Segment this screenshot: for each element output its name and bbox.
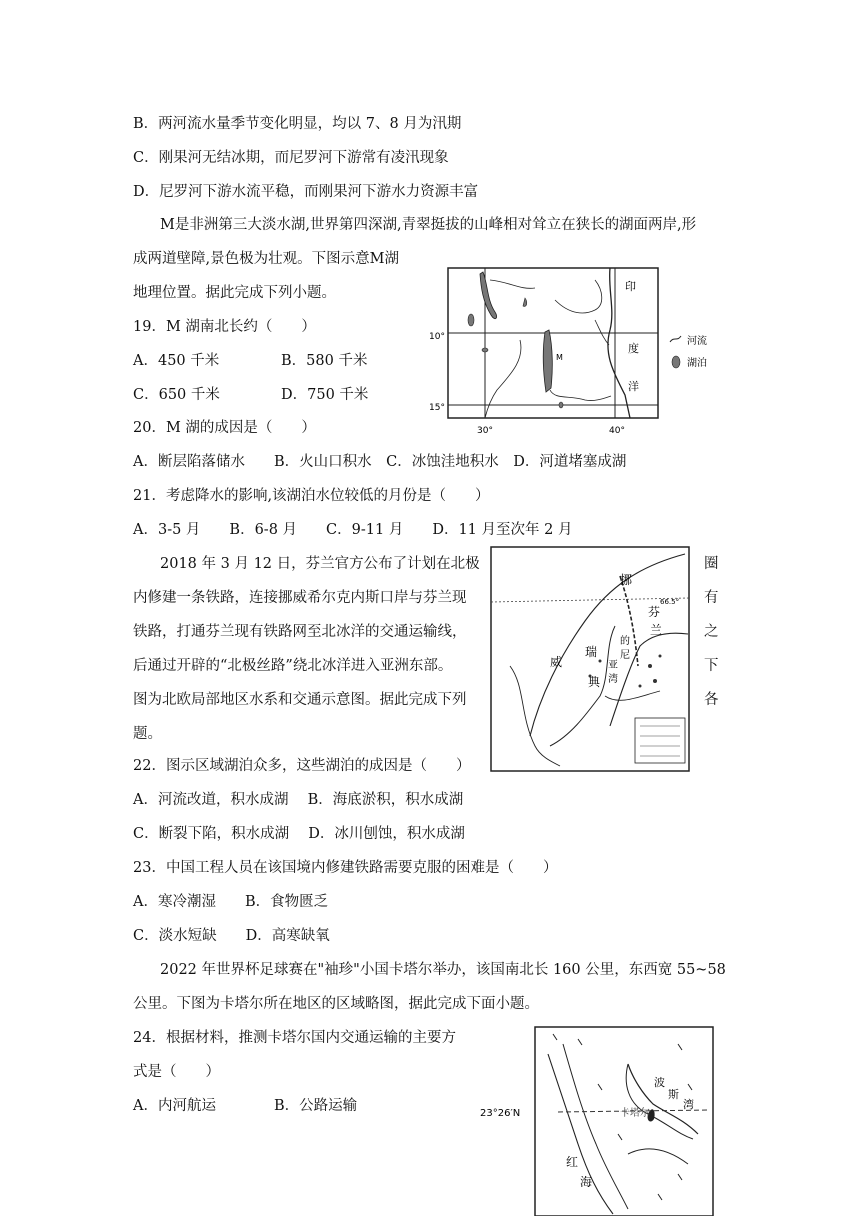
- passage-finland-right1: 圈: [704, 556, 719, 572]
- question-20: 20．M 湖的成因是（ ）: [133, 420, 316, 436]
- q20-options: A．断层陷落储水 B．火山口积水 C．冰蚀洼地积水 D．河道堵塞成湖: [133, 454, 627, 470]
- finland-label-1: 芬: [648, 605, 661, 619]
- passage-finland-line4: 后通过开辟的“北极丝路”绕北冰洋进入亚洲东部。: [133, 658, 453, 674]
- q23-options-ab: A．寒冷潮湿 B．食物匮乏: [133, 894, 329, 910]
- passage-finland-line6: 题。: [133, 726, 162, 742]
- lon-40-label: 40°: [609, 426, 625, 436]
- passage-m-line3: 地理位置。据此完成下列小题。: [133, 285, 336, 301]
- lon-30-label: 30°: [477, 426, 493, 436]
- question-24-cont: 式是（ ）: [133, 1064, 220, 1080]
- gulf-label-3: 湾: [683, 1098, 694, 1111]
- ocean-label-2: 度: [628, 342, 639, 355]
- q24-options-ab: A．内河航运 B．公路运输: [133, 1098, 358, 1114]
- q19-option-b: B．580 千米: [281, 353, 368, 369]
- legend-river: 河流: [687, 336, 707, 347]
- q19-option-d: D．750 千米: [281, 387, 369, 403]
- question-24: 24．根据材料，推测卡塔尔国内交通运输的主要方: [133, 1030, 456, 1046]
- red-sea-label-2: 海: [580, 1175, 593, 1189]
- gulf-label-2: 斯: [668, 1088, 679, 1101]
- question-23: 23．中国工程人员在该国境内修建铁路需要克服的困难是（ ）: [133, 860, 558, 876]
- passage-finland-right3: 之: [704, 624, 719, 640]
- lake-m-map: [425, 260, 730, 440]
- finland-label-2: 兰: [650, 623, 663, 637]
- question-22: 22．图示区域湖泊众多，这些湖泊的成因是（ ）: [133, 758, 471, 774]
- lat-15-label: 15°: [429, 403, 445, 413]
- qatar-label: 卡塔尔: [620, 1108, 650, 1119]
- red-sea-label-1: 红: [566, 1155, 579, 1169]
- passage-finland-line3: 铁路，打通芬兰现有铁路网至北冰洋的交通运输线，: [133, 624, 467, 640]
- gulf-label-2: 尼: [620, 650, 630, 661]
- gulf-map: [478, 1024, 718, 1216]
- gulf-label-1: 波: [654, 1076, 665, 1089]
- sweden-label-2: 典: [588, 675, 601, 689]
- country-left-label: 威: [550, 655, 563, 669]
- tropic-label: 23°26′N: [480, 1108, 521, 1119]
- passage-finland-right5: 各: [704, 692, 719, 708]
- passage-finland-line5: 图为北欧局部地区水系和交通示意图。据此完成下列: [133, 692, 467, 708]
- question-19: 19．M 湖南北长约（ ）: [133, 319, 316, 335]
- option-d-line: D．尼罗河下游水流平稳，而刚果河下游水力资源丰富: [133, 184, 479, 200]
- passage-m-line1: M是非洲第三大淡水湖,世界第四深湖,青翠挺拔的山峰相对耸立在狭长的湖面两岸,形: [160, 217, 697, 233]
- lake-legend-icon: [672, 356, 680, 368]
- q22-options-ab: A．河流改道，积水成湖 B．海底淤积，积水成湖: [133, 792, 464, 808]
- passage-finland-line2: 内修建一条铁路，连接挪威希尔克内斯口岸与芬兰现: [133, 590, 467, 606]
- ocean-label-3: 洋: [628, 380, 639, 393]
- q22-options-cd: C．断裂下陷，积水成湖 D．冰川刨蚀，积水成湖: [133, 826, 465, 842]
- q19-option-a: A．450 千米: [133, 353, 220, 369]
- gulf-label-4: 湾: [608, 674, 618, 685]
- lat-10-label: 10°: [429, 332, 445, 342]
- passage-qatar-line1: 2022 年世界杯足球赛在"袖珍"小国卡塔尔举办，该国南北长 160 公里，东西宽 55~58: [160, 962, 726, 978]
- passage-finland-line1: 2018 年 3 月 12 日，芬兰官方公布了计划在北极: [160, 556, 480, 572]
- legend-lake: 湖泊: [687, 358, 707, 369]
- sweden-label-1: 瑞: [585, 645, 598, 659]
- river-legend-icon: [670, 336, 681, 342]
- option-b-line: B．两河流水量季节变化明显，均以 7、8 月为汛期: [133, 116, 462, 132]
- option-c-line: C．刚果河无结冰期，而尼罗河下游常有凌汛现象: [133, 150, 449, 166]
- nordic-map: [490, 546, 690, 772]
- norway-label: 挪: [620, 573, 633, 587]
- q21-options: A．3-5 月 B．6-8 月 C．9-11 月 D．11 月至次年 2 月: [133, 522, 573, 538]
- lake-m-label: M: [556, 353, 563, 362]
- q19-option-c: C．650 千米: [133, 387, 220, 403]
- passage-m-line2: 成两道壁障,景色极为壮观。下图示意M湖: [133, 251, 399, 267]
- ocean-label-1: 印: [625, 280, 636, 293]
- passage-qatar-line2: 公里。下图为卡塔尔所在地区的区域略图，据此完成下面小题。: [133, 996, 539, 1012]
- q23-options-cd: C．淡水短缺 D．高寒缺氧: [133, 928, 330, 944]
- question-21: 21．考虑降水的影响,该湖泊水位较低的月份是（ ）: [133, 488, 490, 504]
- passage-finland-right2: 有: [704, 590, 719, 606]
- gulf-label-3: 亚: [608, 660, 618, 671]
- gulf-label-1: 的: [620, 636, 630, 647]
- passage-finland-right4: 下: [704, 658, 719, 674]
- latitude-label: 66.5°: [660, 598, 680, 606]
